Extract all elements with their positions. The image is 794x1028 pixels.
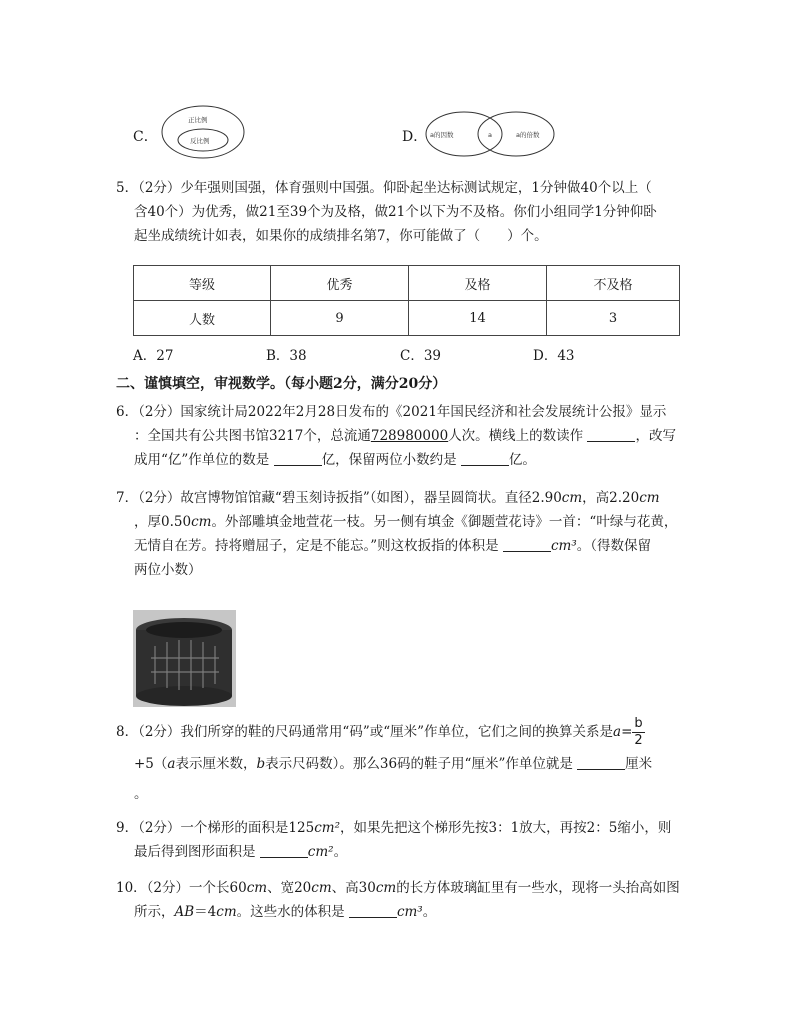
question-6: 6．（2分）国家统计局2022年2月28日发布的《2021年国民经济和社会发展统计公报》显示 ：全国共有公共图书馆3217个，总流通728980000人次。横线上的数读作 ，改写 成用“亿”作单位的数是 亿，保留两位小数约是 亿。 <box>116 404 676 468</box>
question-5: 5．（2分）少年强则国强，体育强则中国强。仰卧起坐达标测试规定，1分钟做40个以上（ 含40个）为优秀，做21至39个为及格，做21个以下为不及格。你们小组同学1分钟仰卧 起坐成绩统计如表，如果你的成绩排名第7，你可能做了（ ）个。 <box>116 180 657 244</box>
choice-c[interactable]: C．39 <box>400 348 442 364</box>
question-7: 7．（2分）故宫博物馆馆藏“碧玉刻诗扳指”（如图），器呈圆筒状。直径2.90cm，高2.20cm ，厚0.50cm。外部雕填金地萱花一枝。另一侧有填金《御题萱花诗》一首：“叶绿与花黄， 无情自在芳。持将赠屈子，定是不能忘。”则这枚扳指的体积是 cm³。（得数保留 两位小数） <box>116 490 678 578</box>
outer-ellipse <box>162 106 244 158</box>
option-c-diagram <box>160 104 246 160</box>
grade-table <box>133 265 680 336</box>
outer-label: 正比例 <box>188 116 208 124</box>
underlined-number: 728980000 <box>370 428 449 444</box>
question-8: 8．（2分）我们所穿的鞋的尺码通常用“码”或“厘米”作单位，它们之间的换算关系是a= $\frac{b}{2}$ +5（a表示厘米数，b表示尺码数）。那么36码的鞋子用“厘米”作单位就是 厘米 。 <box>116 716 653 802</box>
answer-blank[interactable] <box>260 843 308 858</box>
choice-d[interactable]: D．43 <box>533 348 575 364</box>
option-d-label: D． <box>402 129 428 145</box>
jade-ring-photo <box>133 610 236 707</box>
answer-blank[interactable] <box>349 903 397 918</box>
right-label: a的倍数 <box>516 131 540 139</box>
option-d-diagram <box>424 108 556 160</box>
option-c-label: C． <box>133 129 158 145</box>
choice-a[interactable]: A．27 <box>133 348 174 364</box>
answer-blank[interactable] <box>587 427 635 442</box>
table-row: 人数 9 14 3 <box>134 301 680 336</box>
answer-blank[interactable] <box>577 755 625 770</box>
fraction: $\frac{b}{2}$ <box>634 716 643 748</box>
table-row: 等级 优秀 及格 不及格 <box>134 266 680 301</box>
question-10: 10．（2分）一个长60cm、宽20cm、高30cm的长方体玻璃缸里有一些水，现将一头抬高如图 所示，AB＝4cm。这些水的体积是 cm³。 <box>116 880 680 920</box>
mid-label: a <box>488 131 492 139</box>
question-9: 9．（2分）一个梯形的面积是125cm²，如果先把这个梯形先按3：1放大，再按2：5缩小，则 最后得到图形面积是 cm²。 <box>116 820 672 860</box>
choice-b[interactable]: B．38 <box>266 348 307 364</box>
answer-blank[interactable] <box>461 451 509 466</box>
answer-blank[interactable] <box>503 537 551 552</box>
left-label: a的因数 <box>430 131 454 139</box>
answer-blank[interactable] <box>274 451 322 466</box>
inner-label: 反比例 <box>190 137 210 145</box>
section-heading: 二、谨慎填空，审视数学。（每小题2分，满分20分） <box>116 376 447 392</box>
